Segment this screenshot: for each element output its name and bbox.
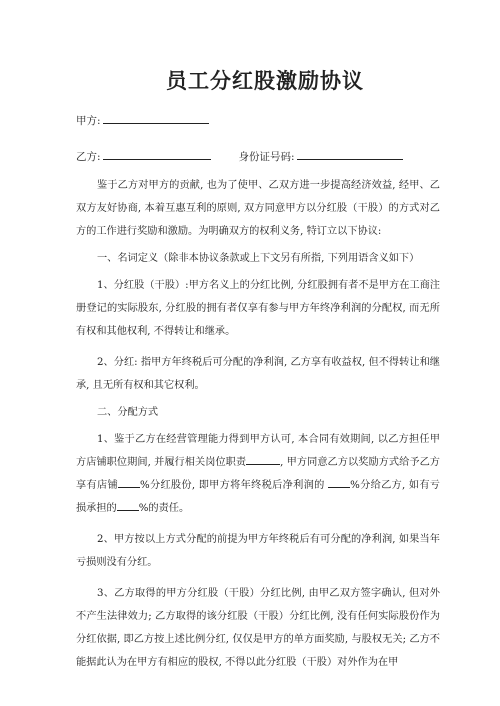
id-number-blank: [297, 148, 403, 160]
id-number-label: 身份证号码:: [238, 151, 295, 163]
loss-percent-blank: [117, 498, 139, 511]
section-1-heading: 一、名词定义（除非本协议条款或上下文另有所指, 下列用语含义如下）: [97, 253, 420, 264]
party-a-label: 甲方:: [76, 115, 101, 127]
section-2-item-2: 2、甲方按以上方式分配的前提为甲方年终税后有可分配的净利润, 如果当年亏损则没有分红。: [76, 534, 440, 568]
intro-paragraph: 鉴于乙方对甲方的贡献, 也为了使甲、乙双方进一步提高经济效益, 经甲、乙双方友好协商, 本着互惠互利的原则, 双方同意甲方以分红股（干股）的方式对乙方的工作进行奖励和激励。为明确双方的权利义务, 特订立以下协议:: [76, 180, 440, 237]
section-1-item-2: 2、分红: 指甲方年终税后可分配的净利润, 乙方享有收益权, 但不得转让和继承, 且无所有权和其它权利。: [76, 357, 440, 391]
section-2-item-3: 3、乙方取得的甲方分红股（干股）分红比例, 由甲乙双方签字确认, 但对外不产生法律效力; 乙方取得的该分红股（干股）分红比例, 没有任何实际股份作为分红依据, 即乙方按上述比例分红, 仅仅是甲方的单方面奖励, 与股权无关; 乙方不能据此认为在甲方有相应的股权, 不得以此分红股（干股）对外作为在甲: [76, 588, 440, 668]
party-b-blank: [103, 148, 211, 160]
duty-blank: [246, 452, 280, 465]
agreement-body: [76, 174, 440, 674]
share-percent-blank: [118, 475, 140, 488]
section-2-heading: 二、分配方式: [97, 407, 159, 418]
section-1-item-1: 1、分红股（干股）:甲方名义上的分红比例, 分红股拥有者不是甲方在工商注册登记的实际股东, 分红股的拥有者仅享有参与甲方年终净利润的分配权, 而无所有权和其他权利, 不得转让和继承。: [76, 280, 440, 337]
party-b-row: [76, 148, 440, 164]
party-a-row: [76, 112, 440, 128]
document-title: 员工分红股激励协议: [166, 69, 364, 93]
section-2-item-1: 1、鉴于乙方在经营管理能力得到甲方认可, 本合同有效期间, 以乙方担任甲方店铺职位期间, 并履行相关岗位职责 , 甲方同意乙方以奖励方式给予乙方享有店铺 %分红股份, 即甲方将年终税后净利润的 %分给乙方, 如有亏损承担的 %的责任。: [76, 434, 440, 514]
party-a-blank: [103, 112, 209, 124]
profit-percent-blank: [328, 475, 350, 488]
party-b-label: 乙方:: [76, 151, 101, 163]
